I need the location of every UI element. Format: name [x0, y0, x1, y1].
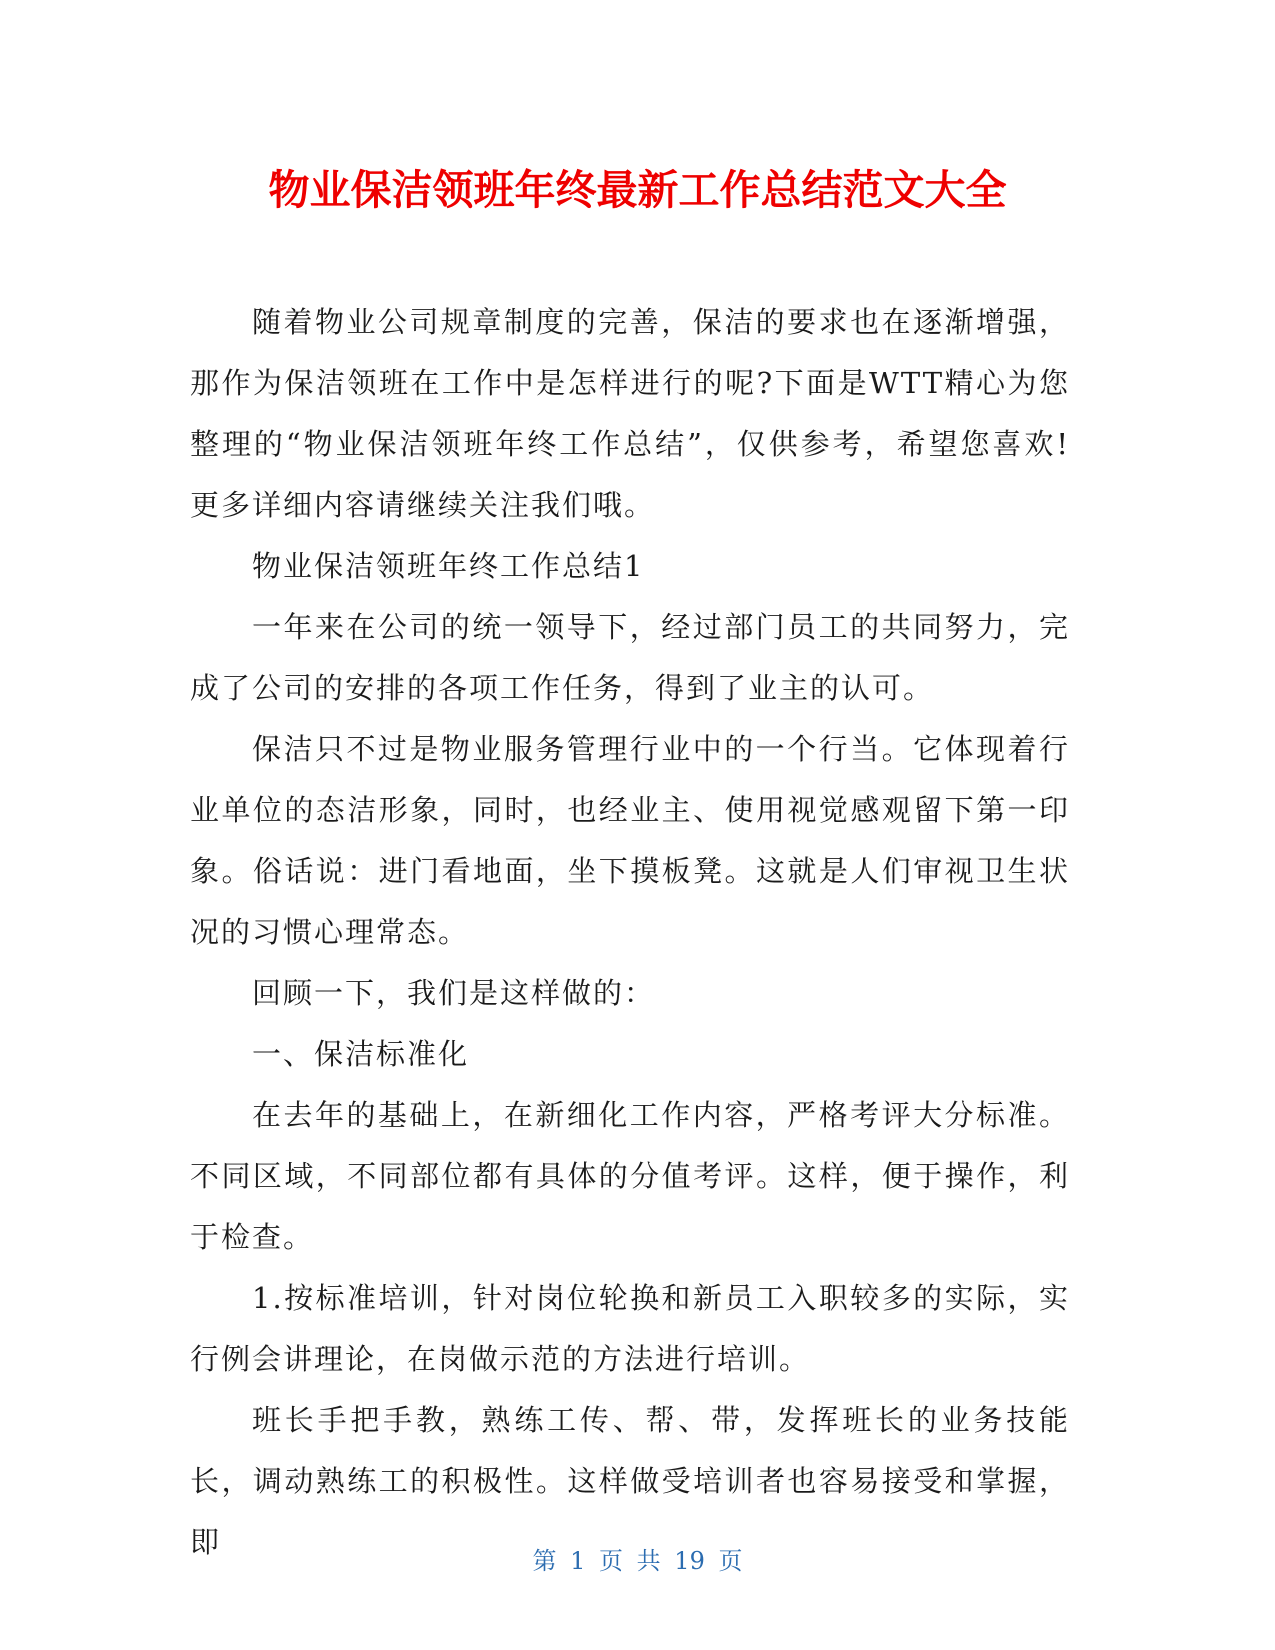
paragraph: 1.按标准培训，针对岗位轮换和新员工入职较多的实际，实行例会讲理论，在岗做示范的方法进行培训。 — [190, 1281, 1070, 1376]
subsection-heading: 一、保洁标准化 — [252, 1037, 470, 1071]
paragraph: 保洁只不过是物业服务管理行业中的一个行当。它体现着行业单位的态洁形象，同时，也经业主、使用视觉感观留下第一印象。俗话说：进门看地面，坐下摸板凳。这就是人们审视卫生状况的习惯心理常态。 — [190, 732, 1070, 949]
paragraph: 一年来在公司的统一领导下，经过部门员工的共同努力，完成了公司的安排的各项工作任务，得到了业主的认可。 — [190, 610, 1070, 705]
page-number-footer: 第 1 页 共 19 页 — [532, 1547, 743, 1575]
paragraph: 回顾一下，我们是这样做的： — [252, 976, 656, 1010]
paragraph: 在去年的基础上，在新细化工作内容，严格考评大分标准。不同区域，不同部位都有具体的分值考评。这样，便于操作，利于检查。 — [190, 1098, 1070, 1254]
document-body — [190, 292, 1070, 1573]
paragraph-intro: 随着物业公司规章制度的完善，保洁的要求也在逐渐增强，那作为保洁领班在工作中是怎样进行的呢?下面是WTT精心为您整理的“物业保洁领班年终工作总结”，仅供参考，希望您喜欢!更多详细内容请继续关注我们哦。 — [190, 305, 1070, 522]
page-title: 物业保洁领班年终最新工作总结范文大全 — [268, 166, 1007, 214]
section-heading: 物业保洁领班年终工作总结1 — [252, 549, 645, 583]
paragraph: 班长手把手教，熟练工传、帮、带，发挥班长的业务技能长，调动熟练工的积极性。这样做受培训者也容易接受和掌握，即 — [190, 1403, 1070, 1559]
